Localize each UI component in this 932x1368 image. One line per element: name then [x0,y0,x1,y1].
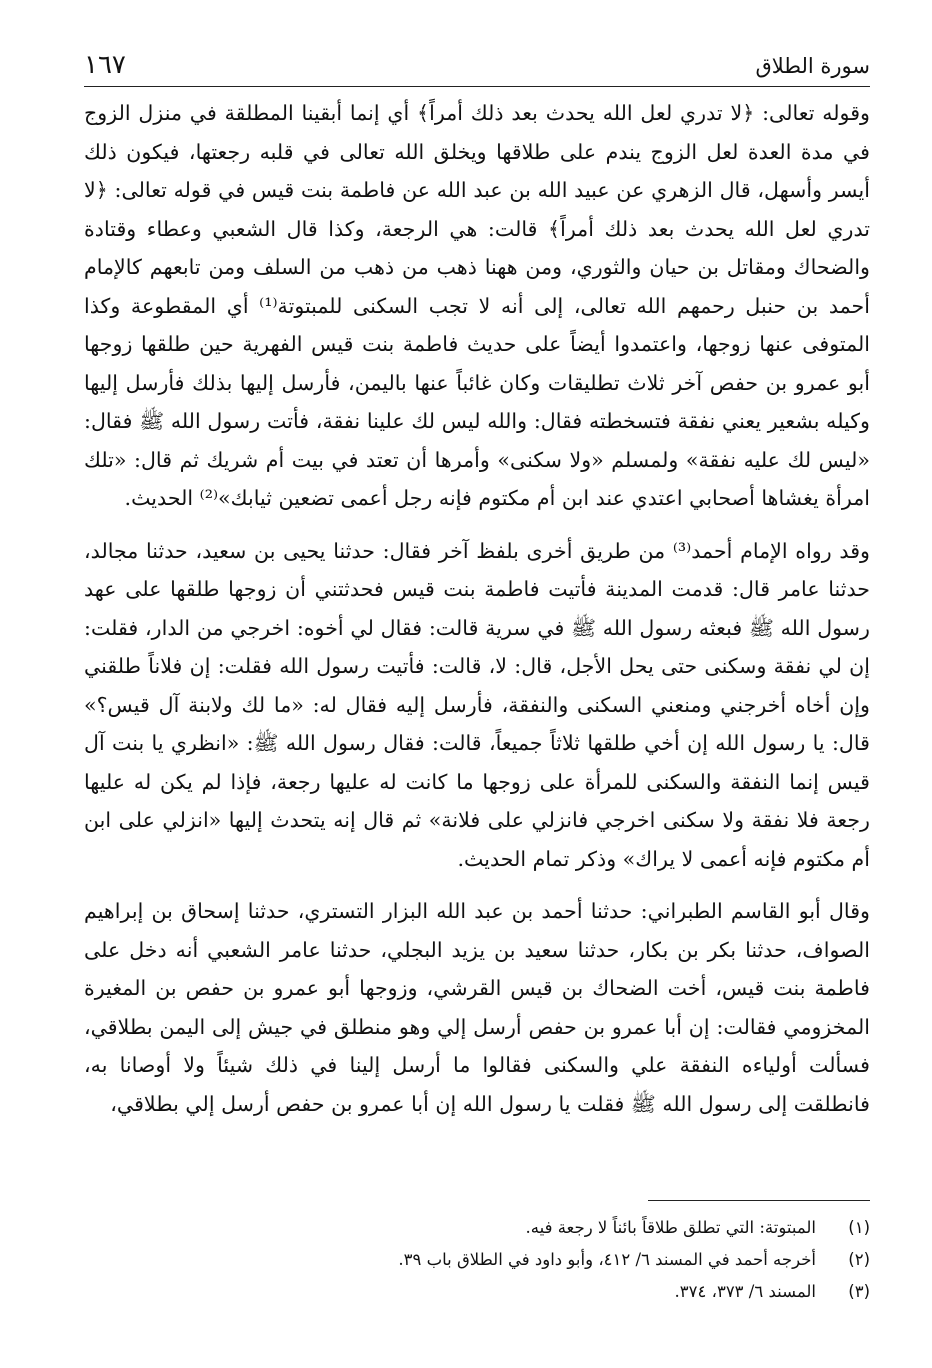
page-header [84,40,870,87]
running-title: سورة الطلاق [755,54,870,78]
page-number: ١٦٧ [84,50,126,80]
footnote-2 [84,1244,870,1276]
paragraph-3: وقال أبو القاسم الطبراني: حدثنا أحمد بن عبد الله البزار التستري، حدثنا إسحاق بن إبراهيم الصواف، حدثنا بكر بن بكار، حدثنا سعيد بن يزيد البجلي، حدثنا عامر الشعبي أنه دخل على فاطمة بنت قيس، أخت الضحاك بن قيس القرشي، وزوجها أبو عمرو بن حفص بن المغيرة المخزومي فقالت: إن أبا عمرو بن حفص أرسل إلي وهو منطلق في جيش إلى اليمن بطلاقي، فسألت أولياءه النفقة علي والسكنى فقالوا ما أرسل إلينا في ذلك شيئاً ولا أوصانا به، فانطلقت إلى رسول الله ﷺ فقلت يا رسول الله إن أبا عمرو بن حفص أرسل إلي بطلاقي، [84,899,870,1116]
footnote-text: أخرجه أحمد في المسند ٦/ ٤١٢، وأبو داود في الطلاق باب ٣٩. [398,1250,816,1269]
footnote-number: (١) [848,1218,870,1237]
footnote-number: (٣) [848,1282,870,1301]
footnote-text: المبتوتة: التي تطلق طلاقاً بائناً لا رجعة فيه. [525,1218,816,1237]
footnote-divider [648,1200,870,1201]
footnote-3 [84,1276,870,1308]
footnote-1 [84,1212,870,1244]
paragraph-1: وقوله تعالى: ﴿لا تدري لعل الله يحدث بعد ذلك أمراً﴾ أي إنما أبقينا المطلقة في منزل الزوج في مدة العدة لعل الزوج يندم على طلاقها ويخلق الله تعالى في قلبه رجعتها، فيكون ذلك أيسر وأسهل، قال الزهري عن عبيد الله بن عبد الله عن فاطمة بنت قيس في قوله تعالى: ﴿لا تدري لعل الله يحدث بعد ذلك أمراً﴾ قالت: هي الرجعة، وكذا قال الشعبي وعطاء وقتادة والضحاك ومقاتل بن حيان والثوري، ومن ههنا ذهب من ذهب من السلف ومن تابعهم كالإمام أحمد بن حنبل رحمهم الله تعالى، إلى أنه لا تجب السكنى للمبتوتة⁽¹⁾ أي المقطوعة وكذا المتوفى عنها زوجها، واعتمدوا أيضاً على حديث فاطمة بنت قيس الفهرية حين طلقها زوجها أبو عمرو بن حفص آخر ثلاث تطليقات وكان غائباً عنها باليمن، فأرسل إليها بذلك فأرسل إليها وكيله بشعير يعني نفقة فتسخطته فقال: والله ليس لك علينا نفقة، فأتت رسول الله ﷺ فقال: «ليس لك عليه نفقة» ولمسلم «ولا سكنى» وأمرها أن تعتد في بيت أم شريك ثم قال: «تلك امرأة يغشاها أصحابي اعتدي عند ابن أم مكتوم فإنه رجل أعمى تضعين ثيابك»⁽²⁾ الحديث. [84,101,870,510]
footnote-number: (٢) [848,1250,870,1269]
footnotes [84,1212,870,1308]
page-body [84,94,870,1137]
footnote-text: المسند ٦/ ٣٧٣، ٣٧٤. [674,1282,816,1301]
paragraph-2: وقد رواه الإمام أحمد⁽³⁾ من طريق أخرى بلفظ آخر فقال: حدثنا يحيى بن سعيد، حدثنا مجالد، حدثنا عامر قال: قدمت المدينة فأتيت فاطمة بنت قيس فحدثتني أن زوجها طلقها على عهد رسول الله ﷺ فبعثه رسول الله ﷺ في سرية قالت: فقال لي أخوه: اخرجي من الدار، فقلت: إن لي نفقة وسكنى حتى يحل الأجل، قال: لا، قالت: فأتيت رسول الله فقلت: إن فلاناً طلقني وإن أخاه أخرجني ومنعني السكنى والنفقة، فأرسل إليه فقال له: «ما لك ولابنة آل قيس؟» قال: يا رسول الله إن أخي طلقها ثلاثاً جميعاً، قالت: فقال رسول الله ﷺ: «انظري يا بنت آل قيس إنما النفقة والسكنى للمرأة على زوجها ما كانت له عليها رجعة، فإذا لم يكن له عليها رجعة فلا نفقة ولا سكنى اخرجي فانزلي على فلانة» ثم قال إنه يتحدث إليها «انزلي على ابن أم مكتوم فإنه أعمى لا يراك» وذكر تمام الحديث. [84,538,870,871]
